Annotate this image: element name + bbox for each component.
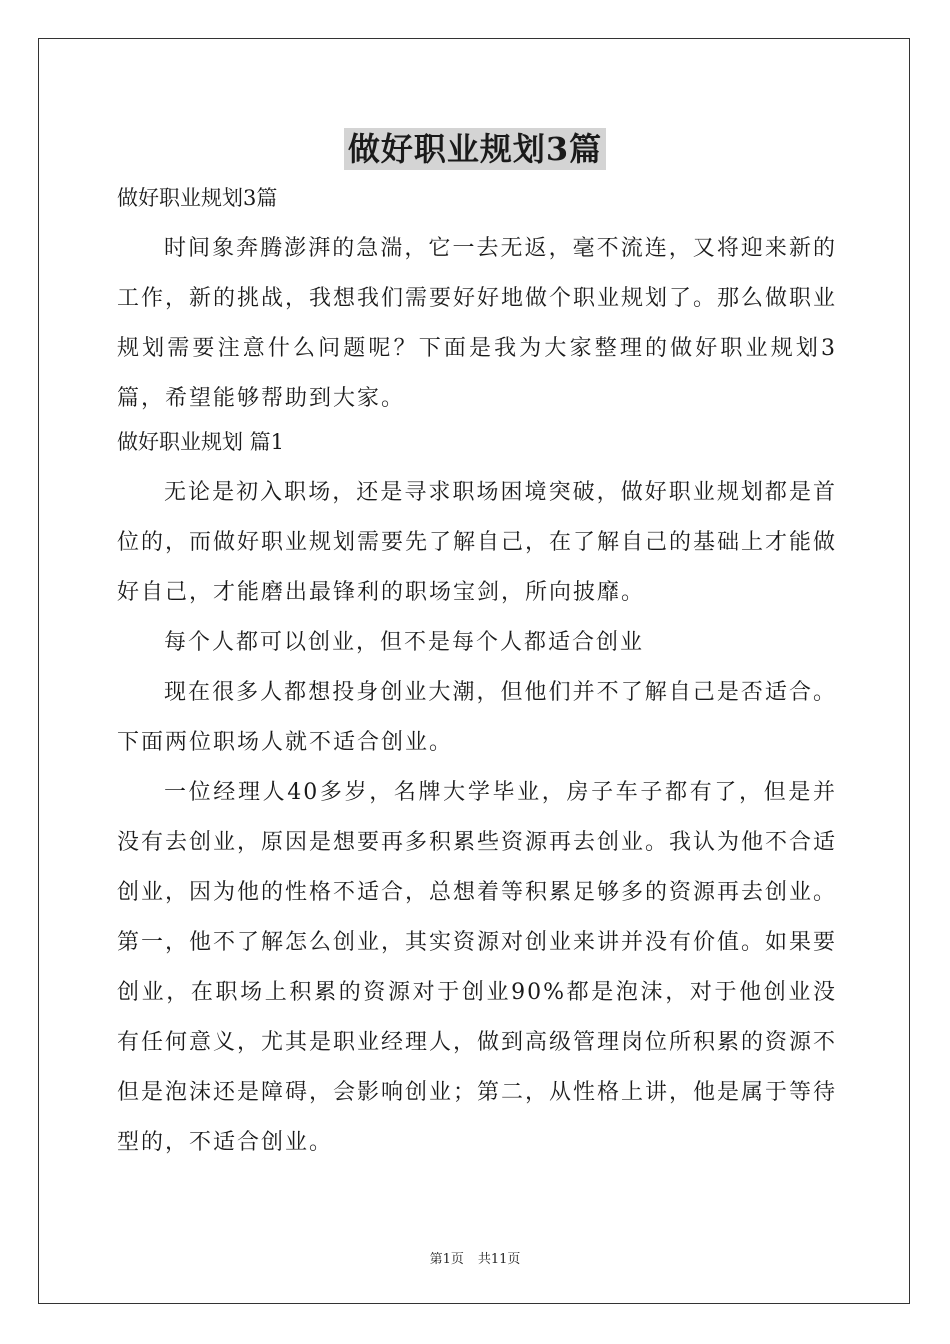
body-paragraph: 每个人都可以创业，但不是每个人都适合创业 [164, 630, 645, 655]
page-footer [0, 1248, 950, 1267]
intro-paragraph: 时间象奔腾澎湃的急湍，它一去无返，毫不流连，又将迎来新的工作，新的挑战，我想我们需要好好地做个职业规划了。那么做职业规划需要注意什么问题呢？下面是我为大家整理的做好职业规划3篇，希望能够帮助到大家。 [117, 236, 838, 411]
body-paragraph: 一位经理人40多岁，名牌大学毕业，房子车子都有了，但是并没有去创业，原因是想要再多积累些资源再去创业。我认为他不合适创业，因为他的性格不适合，总想着等积累足够多的资源再去创业。第一，他不了解怎么创业，其实资源对创业来讲并没有价值。如果要创业，在职场上积累的资源对于创业90%都是泡沫，对于他创业没有任何意义，尤其是职业经理人，做到高级管理岗位所积累的资源不但是泡沫还是障碍，会影响创业；第二，从性格上讲，他是属于等待型的，不适合创业。 [117, 780, 838, 1155]
document-title: 做好职业规划3篇 [344, 128, 606, 170]
document-body [117, 180, 837, 1168]
section-heading: 做好职业规划 篇1 [117, 430, 285, 454]
document-subtitle: 做好职业规划3篇 [117, 186, 278, 210]
page-total: 共11页 [477, 1252, 521, 1267]
page-number: 第1页 [429, 1252, 464, 1267]
body-paragraph: 无论是初入职场，还是寻求职场困境突破，做好职业规划都是首位的，而做好职业规划需要先了解自己，在了解自己的基础上才能做好自己，才能磨出最锋利的职场宝剑，所向披靡。 [117, 480, 838, 605]
body-paragraph: 现在很多人都想投身创业大潮，但他们并不了解自己是否适合。下面两位职场人就不适合创业。 [117, 680, 837, 755]
title-area [0, 128, 950, 170]
